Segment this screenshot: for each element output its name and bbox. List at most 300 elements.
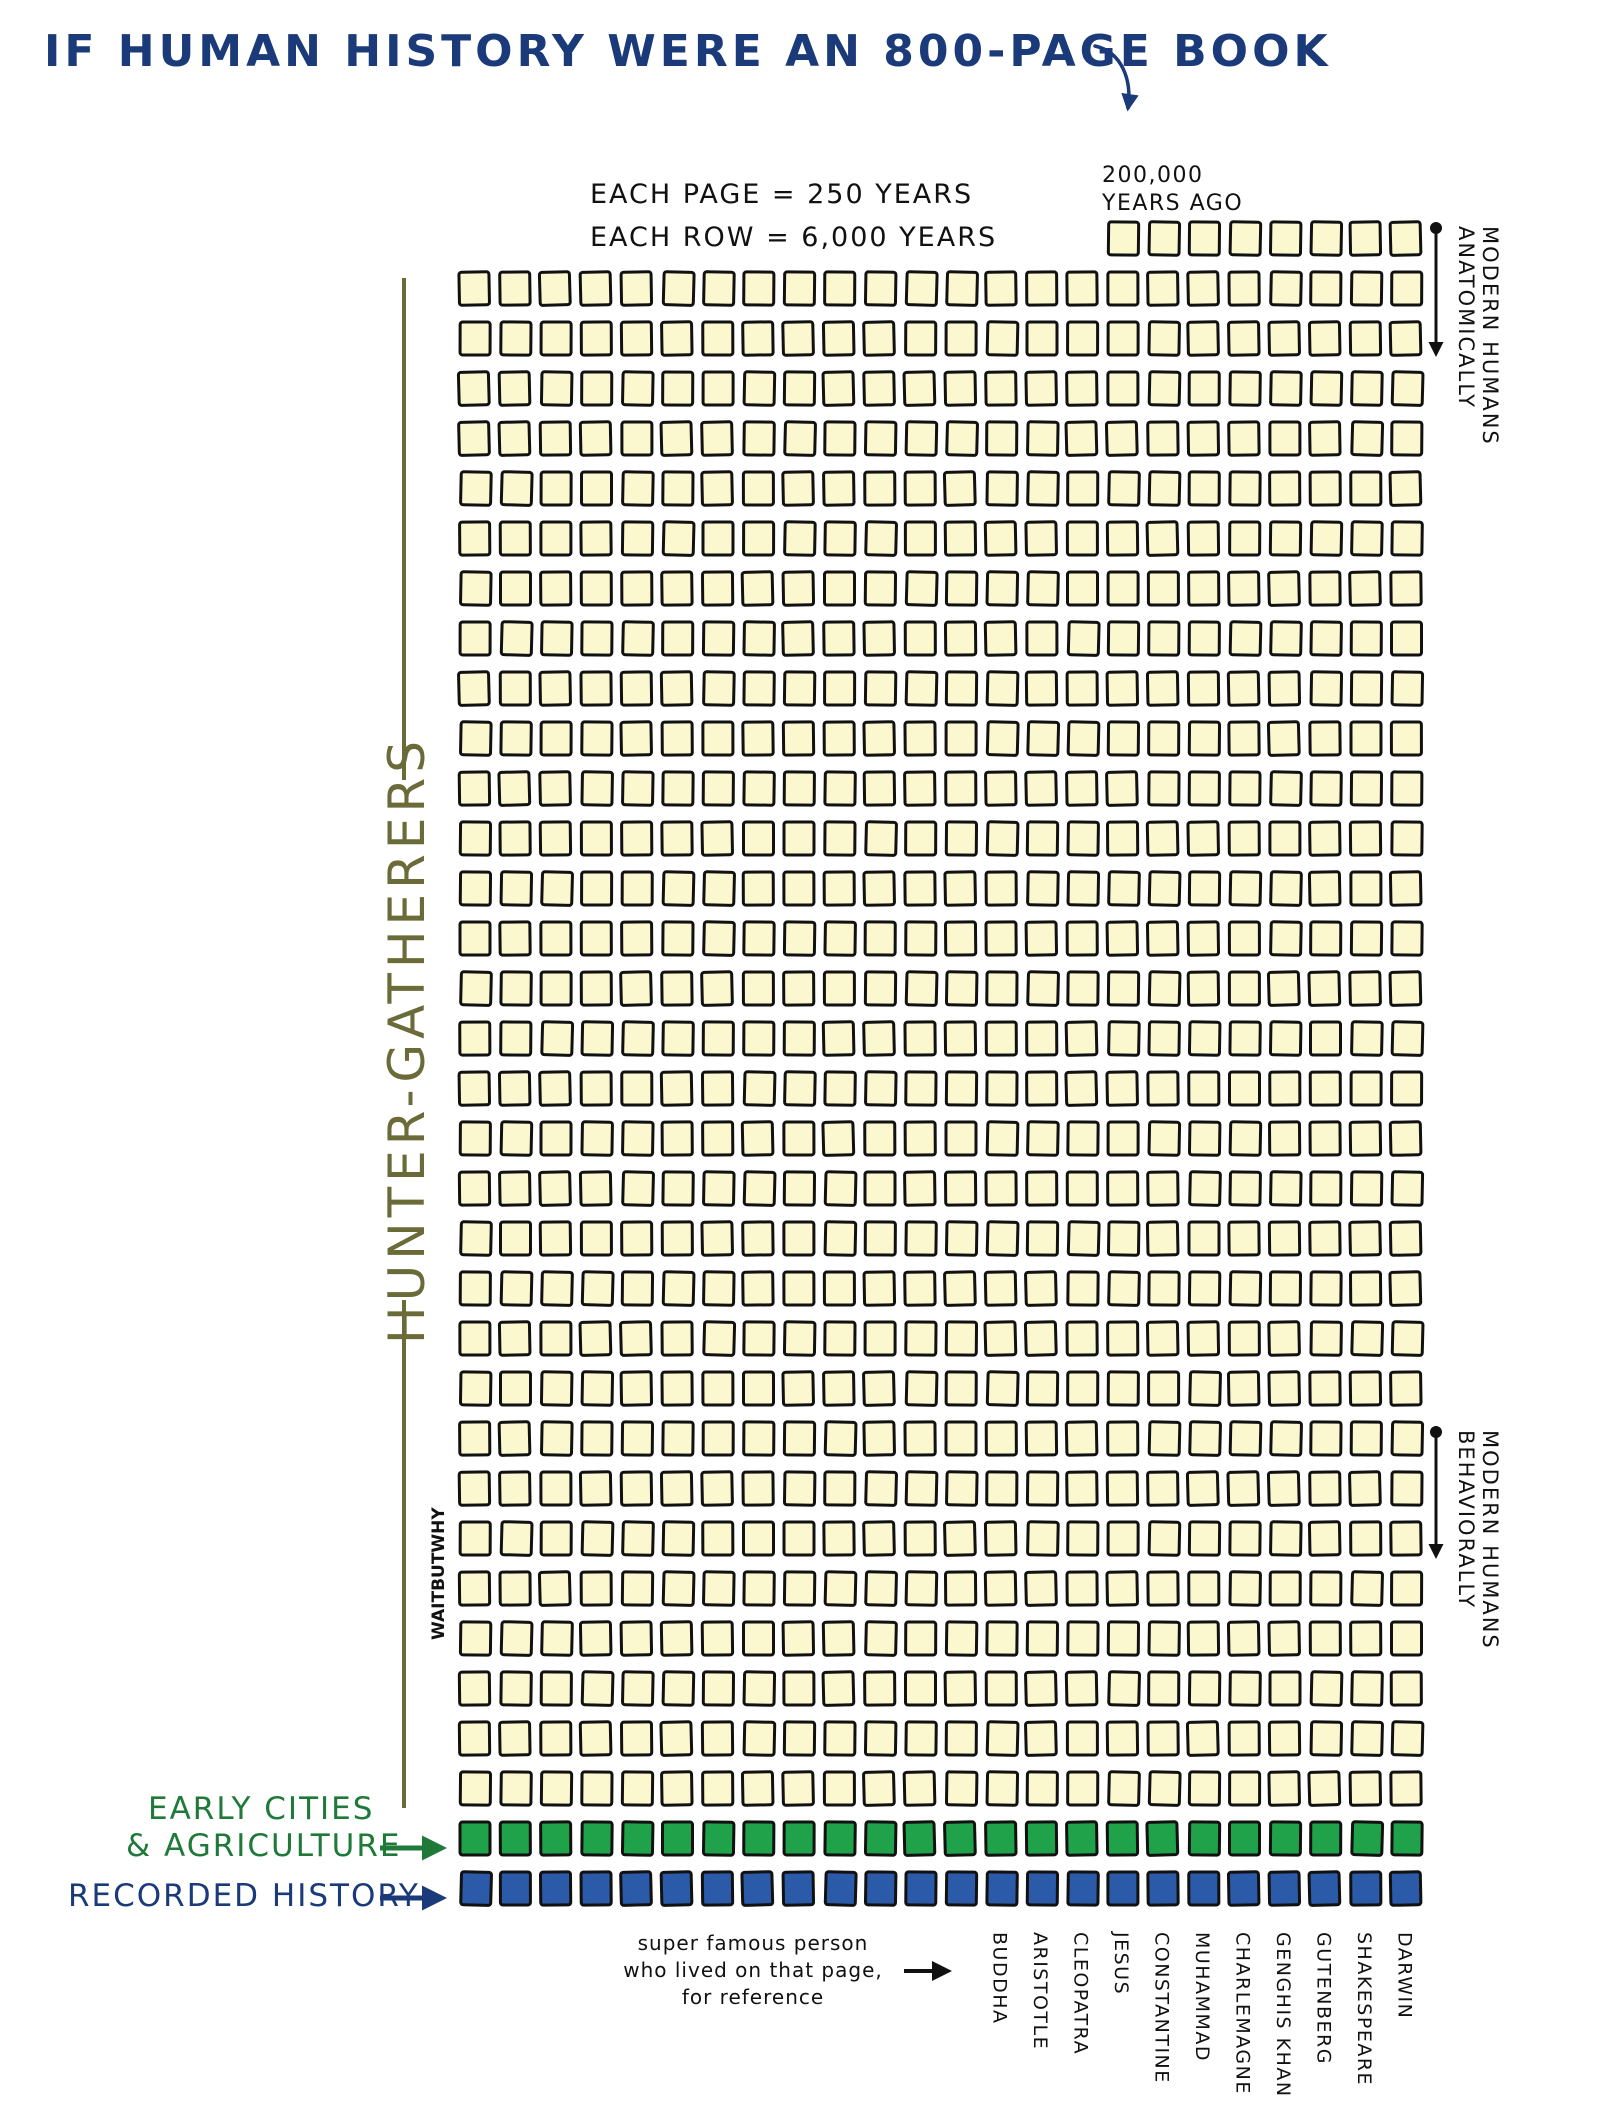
page-hunter-gatherer — [1271, 272, 1302, 306]
page-hunter-gatherer — [500, 922, 530, 955]
page-hunter-gatherer — [1390, 322, 1421, 356]
page-hunter-gatherer — [1230, 622, 1261, 656]
page-early-cities — [1311, 1822, 1341, 1855]
page-hunter-gatherer — [743, 1372, 773, 1405]
page-hunter-gatherer — [1230, 222, 1261, 256]
page-hunter-gatherer — [906, 1372, 937, 1406]
page-hunter-gatherer — [906, 672, 937, 706]
page-hunter-gatherer — [703, 372, 733, 405]
hunter-gatherers-bracket — [378, 278, 436, 1808]
page-hunter-gatherer — [744, 1722, 775, 1756]
page-hunter-gatherer — [1025, 1672, 1056, 1706]
page-hunter-gatherer — [986, 1422, 1016, 1455]
page-hunter-gatherer — [460, 872, 490, 905]
page-hunter-gatherer — [1108, 1422, 1138, 1455]
page-hunter-gatherer — [663, 1572, 694, 1606]
page-hunter-gatherer — [1027, 1222, 1057, 1255]
page-hunter-gatherer — [1188, 422, 1218, 455]
page-hunter-gatherer — [904, 372, 935, 406]
page-hunter-gatherer — [1228, 1622, 1259, 1656]
page-hunter-gatherer — [1067, 522, 1097, 555]
page-hunter-gatherer — [825, 772, 855, 805]
page-hunter-gatherer — [864, 1272, 895, 1305]
page-hunter-gatherer — [985, 1272, 1016, 1306]
page-hunter-gatherer — [1188, 1322, 1219, 1356]
page-hunter-gatherer — [460, 822, 490, 855]
page-hunter-gatherer — [1188, 272, 1219, 306]
page-hunter-gatherer — [946, 1072, 976, 1105]
page-hunter-gatherer — [784, 1422, 814, 1455]
page-hunter-gatherer — [1148, 1572, 1178, 1605]
page-hunter-gatherer — [703, 722, 733, 755]
page-hunter-gatherer — [1108, 722, 1138, 755]
page-hunter-gatherer — [1109, 1022, 1140, 1056]
page-hunter-gatherer — [580, 272, 611, 306]
page-hunter-gatherer — [622, 1422, 652, 1455]
page-hunter-gatherer — [1148, 422, 1178, 455]
page-hunter-gatherer — [1028, 422, 1059, 456]
page-hunter-gatherer — [1311, 1422, 1341, 1455]
page-hunter-gatherer — [1311, 372, 1342, 406]
page-hunter-gatherer — [906, 572, 937, 606]
page-hunter-gatherer — [1311, 1322, 1341, 1355]
page-hunter-gatherer — [744, 1672, 775, 1706]
page-hunter-gatherer — [1229, 272, 1259, 305]
page-hunter-gatherer — [703, 772, 733, 805]
page-hunter-gatherer — [1027, 322, 1057, 355]
page-hunter-gatherer — [1229, 1722, 1259, 1755]
page-hunter-gatherer — [1108, 1172, 1138, 1205]
page-hunter-gatherer — [1392, 1472, 1422, 1505]
page-hunter-gatherer — [944, 472, 975, 506]
page-hunter-gatherer — [1109, 1672, 1140, 1706]
page-hunter-gatherer — [541, 1122, 571, 1155]
page-hunter-gatherer — [784, 1122, 814, 1155]
page-hunter-gatherer — [541, 1672, 571, 1705]
page-hunter-gatherer — [1068, 622, 1099, 656]
page-hunter-gatherer — [1310, 1072, 1340, 1105]
page-hunter-gatherer — [539, 272, 570, 306]
page-hunter-gatherer — [1107, 672, 1138, 705]
page-hunter-gatherer — [1147, 522, 1178, 556]
page-hunter-gatherer — [905, 722, 935, 755]
page-hunter-gatherer — [744, 422, 774, 455]
page-hunter-gatherer — [1229, 722, 1259, 755]
page-hunter-gatherer — [541, 1322, 571, 1355]
page-hunter-gatherer — [1392, 922, 1422, 955]
page-early-cities — [1229, 1822, 1259, 1855]
page-hunter-gatherer — [501, 1522, 532, 1556]
page-hunter-gatherer — [663, 1272, 694, 1306]
page-hunter-gatherer — [1066, 1422, 1097, 1456]
page-recorded-history — [1108, 1872, 1138, 1905]
page-hunter-gatherer — [581, 1222, 611, 1255]
page-hunter-gatherer — [1270, 1022, 1301, 1055]
page-hunter-gatherer — [1271, 872, 1302, 906]
page-hunter-gatherer — [784, 1472, 815, 1505]
page-hunter-gatherer — [946, 1772, 977, 1805]
page-hunter-gatherer — [1230, 372, 1260, 405]
page-hunter-gatherer — [459, 1722, 489, 1755]
page-hunter-gatherer — [500, 822, 530, 855]
page-hunter-gatherer — [581, 672, 611, 705]
page-hunter-gatherer — [825, 922, 856, 955]
page-hunter-gatherer — [906, 1222, 936, 1255]
page-hunter-gatherer — [1148, 1172, 1178, 1205]
page-hunter-gatherer — [906, 1322, 936, 1355]
page-hunter-gatherer — [1109, 872, 1140, 906]
page-early-cities — [703, 1822, 734, 1855]
page-hunter-gatherer — [823, 1122, 854, 1156]
page-hunter-gatherer — [1109, 1772, 1140, 1806]
page-hunter-gatherer — [1230, 1572, 1261, 1605]
page-recorded-history — [946, 1872, 976, 1905]
page-hunter-gatherer — [742, 572, 773, 606]
hunter-gatherers-label: HUNTER-GATHERERS — [378, 736, 436, 1344]
famous-people-labels — [989, 1931, 1416, 2098]
page-hunter-gatherer — [702, 822, 733, 856]
page-hunter-gatherer — [783, 1622, 814, 1655]
page-hunter-gatherer — [581, 322, 611, 355]
page-hunter-gatherer — [1187, 1722, 1218, 1756]
page-hunter-gatherer — [622, 872, 652, 905]
page-hunter-gatherer — [1068, 1122, 1098, 1155]
page-hunter-gatherer — [459, 1472, 489, 1505]
page-hunter-gatherer — [824, 622, 854, 655]
page-hunter-gatherer — [825, 1172, 856, 1206]
page-hunter-gatherer — [460, 572, 491, 606]
page-hunter-gatherer — [1025, 1722, 1056, 1756]
page-hunter-gatherer — [905, 772, 936, 805]
page-hunter-gatherer — [744, 1322, 774, 1355]
page-hunter-gatherer — [623, 622, 654, 656]
page-hunter-gatherer — [986, 922, 1016, 955]
page-hunter-gatherer — [1189, 1122, 1220, 1155]
page-hunter-gatherer — [945, 872, 976, 906]
page-hunter-gatherer — [1229, 1222, 1259, 1255]
page-early-cities — [944, 1822, 975, 1856]
page-hunter-gatherer — [1271, 372, 1302, 406]
page-hunter-gatherer — [825, 1222, 856, 1256]
page-hunter-gatherer — [986, 772, 1017, 805]
page-hunter-gatherer — [784, 372, 814, 405]
page-hunter-gatherer — [542, 1622, 573, 1656]
page-hunter-gatherer — [1310, 1022, 1340, 1055]
page-hunter-gatherer — [1189, 622, 1219, 655]
page-hunter-gatherer — [1269, 1622, 1300, 1656]
page-hunter-gatherer — [744, 522, 774, 555]
page-hunter-gatherer — [1310, 1622, 1340, 1655]
page-hunter-gatherer — [1026, 672, 1056, 705]
behavioral-label-line1: BEHAVIORALLY — [1454, 1430, 1478, 1610]
page-hunter-gatherer — [623, 1172, 654, 1206]
page-hunter-gatherer — [663, 1172, 693, 1205]
page-hunter-gatherer — [501, 322, 531, 355]
page-hunter-gatherer — [623, 1122, 654, 1156]
page-hunter-gatherer — [501, 972, 531, 1005]
page-hunter-gatherer — [946, 1722, 976, 1755]
page-hunter-gatherer — [1188, 672, 1218, 705]
page-hunter-gatherer — [460, 322, 490, 355]
page-hunter-gatherer — [663, 372, 693, 405]
page-hunter-gatherer — [825, 1722, 855, 1755]
page-hunter-gatherer — [784, 1722, 814, 1755]
page-hunter-gatherer — [1352, 372, 1383, 406]
page-hunter-gatherer — [1026, 922, 1057, 955]
page-hunter-gatherer — [1028, 1122, 1059, 1156]
page-hunter-gatherer — [824, 972, 854, 1005]
page-hunter-gatherer — [987, 822, 1018, 856]
page-hunter-gatherer — [1350, 972, 1381, 1006]
page-hunter-gatherer — [824, 1372, 855, 1405]
page-hunter-gatherer — [460, 1322, 490, 1355]
page-hunter-gatherer — [1187, 1472, 1218, 1506]
page-hunter-gatherer — [1310, 722, 1340, 755]
page-hunter-gatherer — [905, 1122, 935, 1155]
page-hunter-gatherer — [824, 572, 854, 605]
page-hunter-gatherer — [987, 1472, 1017, 1505]
page-hunter-gatherer — [1149, 1272, 1179, 1305]
page-hunter-gatherer — [905, 1272, 935, 1305]
page-hunter-gatherer — [704, 922, 735, 956]
page-hunter-gatherer — [1027, 1472, 1057, 1505]
page-hunter-gatherer — [823, 1622, 854, 1656]
page-hunter-gatherer — [500, 1572, 530, 1605]
page-hunter-gatherer — [1107, 522, 1137, 555]
page-hunter-gatherer — [662, 822, 692, 855]
page-hunter-gatherer — [1352, 1722, 1383, 1756]
page-hunter-gatherer — [985, 622, 1016, 656]
page-hunter-gatherer — [460, 1372, 491, 1405]
page-hunter-gatherer — [622, 822, 652, 855]
page-hunter-gatherer — [702, 1072, 732, 1105]
page-hunter-gatherer — [1189, 1522, 1219, 1555]
page-hunter-gatherer — [1392, 522, 1422, 555]
page-hunter-gatherer — [1352, 1572, 1383, 1606]
page-hunter-gatherer — [541, 1772, 571, 1805]
behavioral-marker — [1430, 1426, 1502, 1650]
page-hunter-gatherer — [1189, 1572, 1219, 1605]
page-hunter-gatherer — [460, 722, 491, 756]
page-hunter-gatherer — [662, 572, 692, 605]
page-hunter-gatherer — [541, 322, 571, 355]
page-hunter-gatherer — [1189, 1072, 1219, 1105]
page-hunter-gatherer — [458, 372, 489, 406]
page-hunter-gatherer — [1230, 1022, 1260, 1055]
page-hunter-gatherer — [945, 372, 976, 406]
page-hunter-gatherer — [1229, 422, 1259, 455]
page-hunter-gatherer — [1309, 322, 1340, 356]
page-hunter-gatherer — [622, 572, 652, 605]
page-hunter-gatherer — [1108, 1122, 1138, 1155]
page-hunter-gatherer — [581, 922, 611, 955]
page-hunter-gatherer — [906, 1722, 936, 1755]
page-hunter-gatherer — [621, 722, 652, 756]
page-hunter-gatherer — [1269, 1322, 1300, 1356]
page-early-cities — [1189, 1822, 1219, 1855]
page-hunter-gatherer — [1106, 772, 1137, 806]
page-hunter-gatherer — [1310, 1372, 1340, 1405]
page-hunter-gatherer — [1310, 1472, 1340, 1505]
page-hunter-gatherer — [1350, 1372, 1380, 1405]
page-recorded-history — [987, 1872, 1017, 1905]
page-recorded-history — [1189, 1872, 1219, 1905]
page-hunter-gatherer — [541, 1372, 572, 1405]
page-hunter-gatherer — [459, 772, 489, 805]
page-hunter-gatherer — [865, 1322, 895, 1355]
page-hunter-gatherer — [460, 1522, 490, 1555]
page-hunter-gatherer — [1149, 772, 1179, 805]
page-hunter-gatherer — [1352, 1322, 1383, 1356]
page-hunter-gatherer — [1108, 322, 1138, 355]
page-hunter-gatherer — [1026, 372, 1057, 406]
page-hunter-gatherer — [1351, 272, 1381, 305]
page-hunter-gatherer — [863, 1372, 894, 1406]
page-hunter-gatherer — [1067, 1572, 1097, 1605]
page-hunter-gatherer — [1149, 1772, 1180, 1806]
page-hunter-gatherer — [905, 472, 935, 505]
page-hunter-gatherer — [1230, 472, 1260, 505]
page-hunter-gatherer — [540, 1172, 571, 1206]
page-hunter-gatherer — [1390, 972, 1421, 1006]
page-hunter-gatherer — [1189, 572, 1219, 605]
page-recorded-history — [1027, 1872, 1057, 1905]
page-hunter-gatherer — [1391, 622, 1421, 655]
page-hunter-gatherer — [662, 722, 692, 755]
page-hunter-gatherer — [1027, 822, 1057, 855]
page-recorded-history — [865, 1872, 896, 1905]
page-hunter-gatherer — [1270, 1072, 1300, 1105]
page-hunter-gatherer — [946, 1372, 976, 1405]
page-hunter-gatherer — [1311, 1722, 1342, 1756]
page-hunter-gatherer — [825, 1072, 855, 1105]
page-hunter-gatherer — [703, 522, 733, 555]
page-hunter-gatherer — [704, 872, 735, 906]
page-hunter-gatherer — [541, 1472, 571, 1505]
page-hunter-gatherer — [1066, 1672, 1097, 1706]
page-hunter-gatherer — [459, 272, 490, 306]
page-hunter-gatherer — [1027, 1022, 1057, 1055]
page-hunter-gatherer — [1067, 1322, 1097, 1355]
page-hunter-gatherer — [1025, 1272, 1056, 1306]
page-hunter-gatherer — [1392, 1072, 1422, 1105]
page-hunter-gatherer — [542, 872, 573, 906]
page-hunter-gatherer — [1028, 1522, 1059, 1556]
page-hunter-gatherer — [947, 272, 978, 306]
page-hunter-gatherer — [1310, 1122, 1340, 1155]
page-hunter-gatherer — [744, 1572, 774, 1605]
page-hunter-gatherer — [906, 1572, 937, 1606]
page-hunter-gatherer — [580, 1472, 611, 1506]
page-hunter-gatherer — [1311, 272, 1341, 305]
page-hunter-gatherer — [1068, 472, 1098, 505]
page-hunter-gatherer — [1392, 1722, 1423, 1756]
page-hunter-gatherer — [460, 1272, 490, 1305]
page-hunter-gatherer — [1350, 222, 1381, 255]
page-hunter-gatherer — [1351, 922, 1381, 955]
page-hunter-gatherer — [1311, 622, 1342, 655]
page-hunter-gatherer — [541, 972, 571, 1005]
page-hunter-gatherer — [1311, 522, 1342, 556]
page-hunter-gatherer — [743, 872, 773, 905]
page-hunter-gatherer — [1109, 1272, 1140, 1306]
page-hunter-gatherer — [460, 522, 490, 555]
page-hunter-gatherer — [620, 1322, 651, 1356]
page-hunter-gatherer — [1107, 1072, 1138, 1106]
page-hunter-gatherer — [663, 1422, 693, 1455]
page-hunter-gatherer — [1270, 822, 1300, 855]
page-hunter-gatherer — [1108, 622, 1138, 655]
page-recorded-history — [661, 1872, 692, 1906]
page-hunter-gatherer — [1066, 1022, 1097, 1056]
page-hunter-gatherer — [1230, 1772, 1260, 1805]
page-hunter-gatherer — [662, 1772, 693, 1805]
page-early-cities — [744, 1822, 774, 1855]
page-hunter-gatherer — [540, 1072, 571, 1106]
page-hunter-gatherer — [541, 372, 572, 405]
page-hunter-gatherer — [1189, 472, 1219, 505]
page-hunter-gatherer — [743, 722, 773, 755]
page-early-cities — [784, 1822, 814, 1855]
page-hunter-gatherer — [905, 1022, 935, 1055]
page-hunter-gatherer — [985, 522, 1016, 556]
page-hunter-gatherer — [1068, 572, 1098, 605]
page-hunter-gatherer — [703, 1372, 733, 1405]
page-hunter-gatherer — [824, 722, 854, 755]
page-hunter-gatherer — [582, 622, 612, 655]
person-label: DARWIN — [1393, 1932, 1416, 2020]
page-hunter-gatherer — [783, 622, 814, 656]
page-hunter-gatherer — [500, 672, 530, 705]
page-hunter-gatherer — [458, 672, 489, 706]
page-hunter-gatherer — [703, 1572, 734, 1606]
page-hunter-gatherer — [1067, 1472, 1097, 1505]
page-hunter-gatherer — [621, 1472, 651, 1505]
page-hunter-gatherer — [743, 822, 773, 855]
page-hunter-gatherer — [1350, 1222, 1381, 1256]
page-hunter-gatherer — [1352, 1022, 1383, 1056]
page-hunter-gatherer — [987, 1622, 1017, 1655]
page-hunter-gatherer — [1229, 822, 1259, 855]
page-hunter-gatherer — [987, 572, 1018, 606]
brand-logo: WAITBUTWHY — [429, 1507, 449, 1640]
page-hunter-gatherer — [784, 1672, 814, 1705]
page-hunter-gatherer — [703, 322, 733, 355]
page-hunter-gatherer — [744, 1422, 774, 1455]
page-hunter-gatherer — [1108, 572, 1138, 605]
page-hunter-gatherer — [1026, 1422, 1056, 1455]
page-hunter-gatherer — [1068, 972, 1098, 1005]
page-hunter-gatherer — [1068, 872, 1099, 906]
page-hunter-gatherer — [1350, 572, 1381, 606]
page-hunter-gatherer — [1311, 922, 1341, 955]
page-hunter-gatherer — [865, 472, 895, 505]
page-hunter-gatherer — [1269, 672, 1300, 705]
page-hunter-gatherer — [1149, 1672, 1179, 1705]
page-hunter-gatherer — [1311, 1172, 1341, 1205]
page-hunter-gatherer — [1189, 372, 1219, 405]
page-hunter-gatherer — [703, 1522, 733, 1555]
page-hunter-gatherer — [1067, 1172, 1097, 1205]
page-hunter-gatherer — [1351, 1072, 1381, 1105]
page-hunter-gatherer — [459, 422, 490, 456]
page-hunter-gatherer — [743, 1222, 773, 1255]
page-hunter-gatherer — [1269, 572, 1300, 606]
page-hunter-gatherer — [1189, 1672, 1219, 1705]
page-hunter-gatherer — [1066, 422, 1097, 456]
page-hunter-gatherer — [702, 572, 732, 605]
page-hunter-gatherer — [1148, 1472, 1179, 1505]
